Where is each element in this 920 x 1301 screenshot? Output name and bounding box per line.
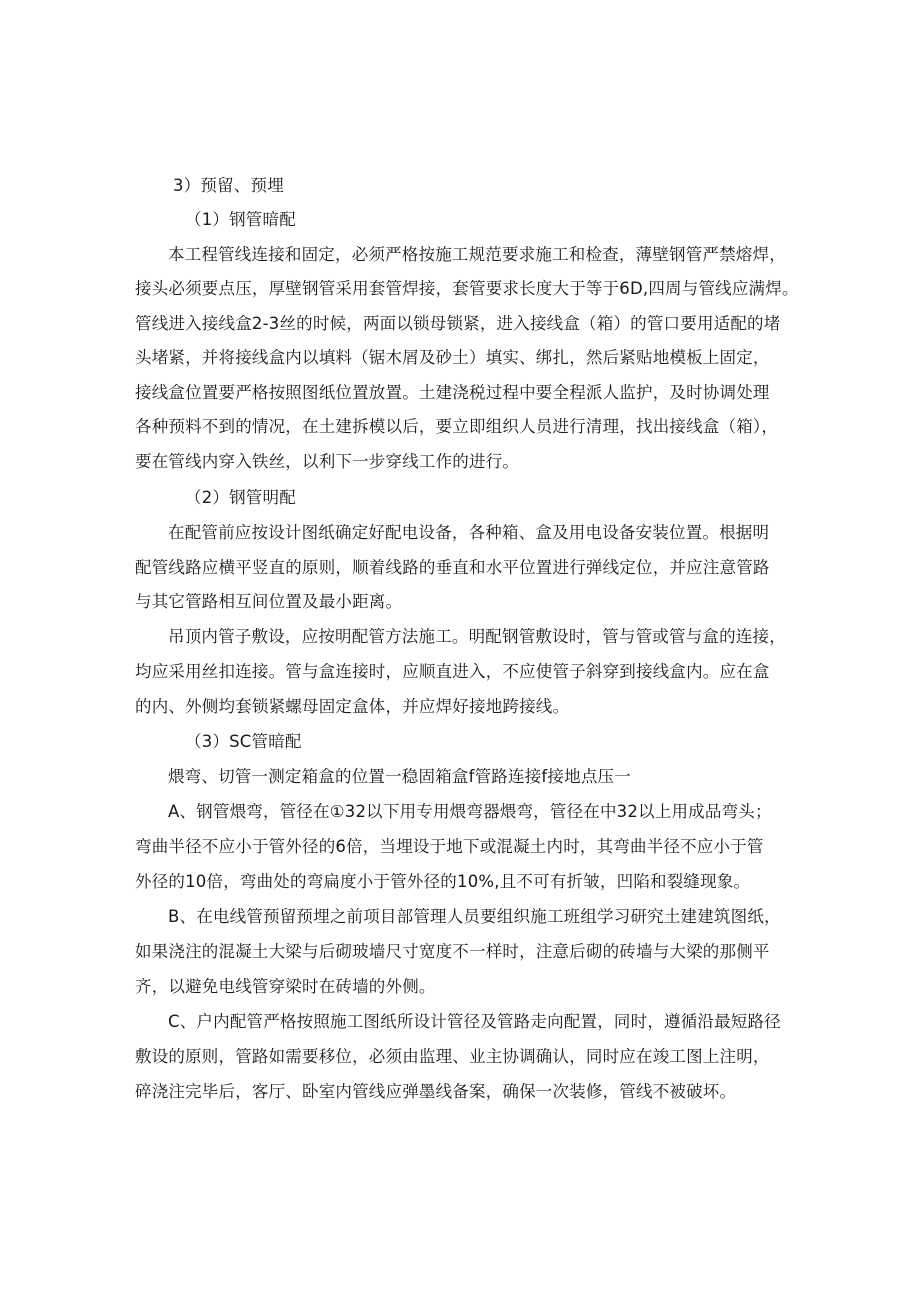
paragraph-line: B、在电线管预留预埋之前项目部管理人员要组织施工班组学习研究土建建筑图纸，: [168, 907, 781, 926]
paragraph-line: 敷设的原则，管路如需要移位，必须由监理、业主协调确认，同时应在竣工图上注明，: [135, 1047, 770, 1066]
paragraph-line: 接头必须要点压，厚壁钢管采用套管焊接，套管要求长度大于等于6D,四周与管线应满焊。: [135, 279, 799, 298]
paragraph-line: 煨弯、切管一测定箱盒的位置一稳固箱盒f管路连接f接地点压一: [168, 767, 631, 786]
paragraph-line: C、户内配管严格按照施工图纸所设计管径及管路走向配置，同时，遵循沿最短路径: [168, 1012, 781, 1031]
paragraph-line: 吊顶内管子敷设，应按明配管方法施工。明配钢管敷设时，管与管或管与盒的连接，: [168, 627, 786, 646]
paragraph-line: 外径的10倍，弯曲处的弯扁度小于管外径的10%,且不可有折皱，凹陷和裂缝现象。: [135, 872, 751, 891]
paragraph-line: 均应采用丝扣连接。管与盒连接时，应顺直进入，不应使管子斜穿到接线盒内。应在盒: [135, 662, 770, 681]
paragraph-line: 配管线路应横平竖直的原则，顺着线路的垂直和水平位置进行弹线定位，并应注意管路: [135, 558, 770, 577]
paragraph-line: 接线盒位置要严格按照图纸位置放置。土建浇税过程中要全程派人监护，及时协调处理: [135, 383, 770, 402]
subsection-heading-sc-concealed: （3）SC管暗配: [185, 732, 302, 751]
paragraph-line: 头堵紧，并将接线盒内以填料（锯木屑及砂土）填实、绑扎，然后紧贴地模板上固定，: [135, 348, 770, 367]
subsection-heading-steel-concealed: （1）钢管暗配: [185, 210, 296, 229]
paragraph-line: 本工程管线连接和固定，必须严格按施工规范要求施工和检查，薄壁钢管严禁熔焊，: [168, 245, 786, 264]
paragraph-line: 与其它管路相互间位置及最小距离。: [135, 592, 403, 611]
paragraph-line: 各种预料不到的情况，在土建拆模以后，要立即组织人员进行清理，找出接线盒（箱），: [135, 417, 779, 436]
paragraph-line: 齐，以避免电线管穿梁时在砖墙的外侧。: [135, 977, 436, 996]
paragraph-line: 如果浇注的混凝土大梁与后砌玻墙尺寸宽度不一样时，注意后砌的砖墙与大梁的那侧平: [135, 942, 770, 961]
subsection-heading-steel-exposed: （2）钢管明配: [185, 488, 296, 507]
paragraph-line: 要在管线内穿入铁丝，以利下一步穿线工作的进行。: [135, 452, 520, 471]
paragraph-line: 弯曲半径不应小于管外径的6倍，当埋设于地下或混凝土内时，其弯曲半径不应小于管: [135, 837, 764, 856]
paragraph-line: 的内、外侧均套锁紧螺母固定盒体，并应焊好接地跨接线。: [135, 697, 570, 716]
section-heading: 3）预留、预埋: [173, 176, 284, 195]
paragraph-line: 管线进入接线盒2-3丝的时候，两面以锁母锁紧，进入接线盒（箱）的管口要用适配的堵: [135, 314, 781, 333]
paragraph-line: A、钢管煨弯，管径在①32以下用专用煨弯器煨弯，管径在中32以上用成品弯头；: [168, 802, 772, 821]
paragraph-line: 碎浇注完毕后，客厅、卧室内管线应弹墨线备案，确保一次装修，管线不被破坏。: [135, 1082, 737, 1101]
paragraph-line: 在配管前应按设计图纸确定好配电设备，各种箱、盒及用电设备安装位置。根据明: [168, 523, 770, 542]
